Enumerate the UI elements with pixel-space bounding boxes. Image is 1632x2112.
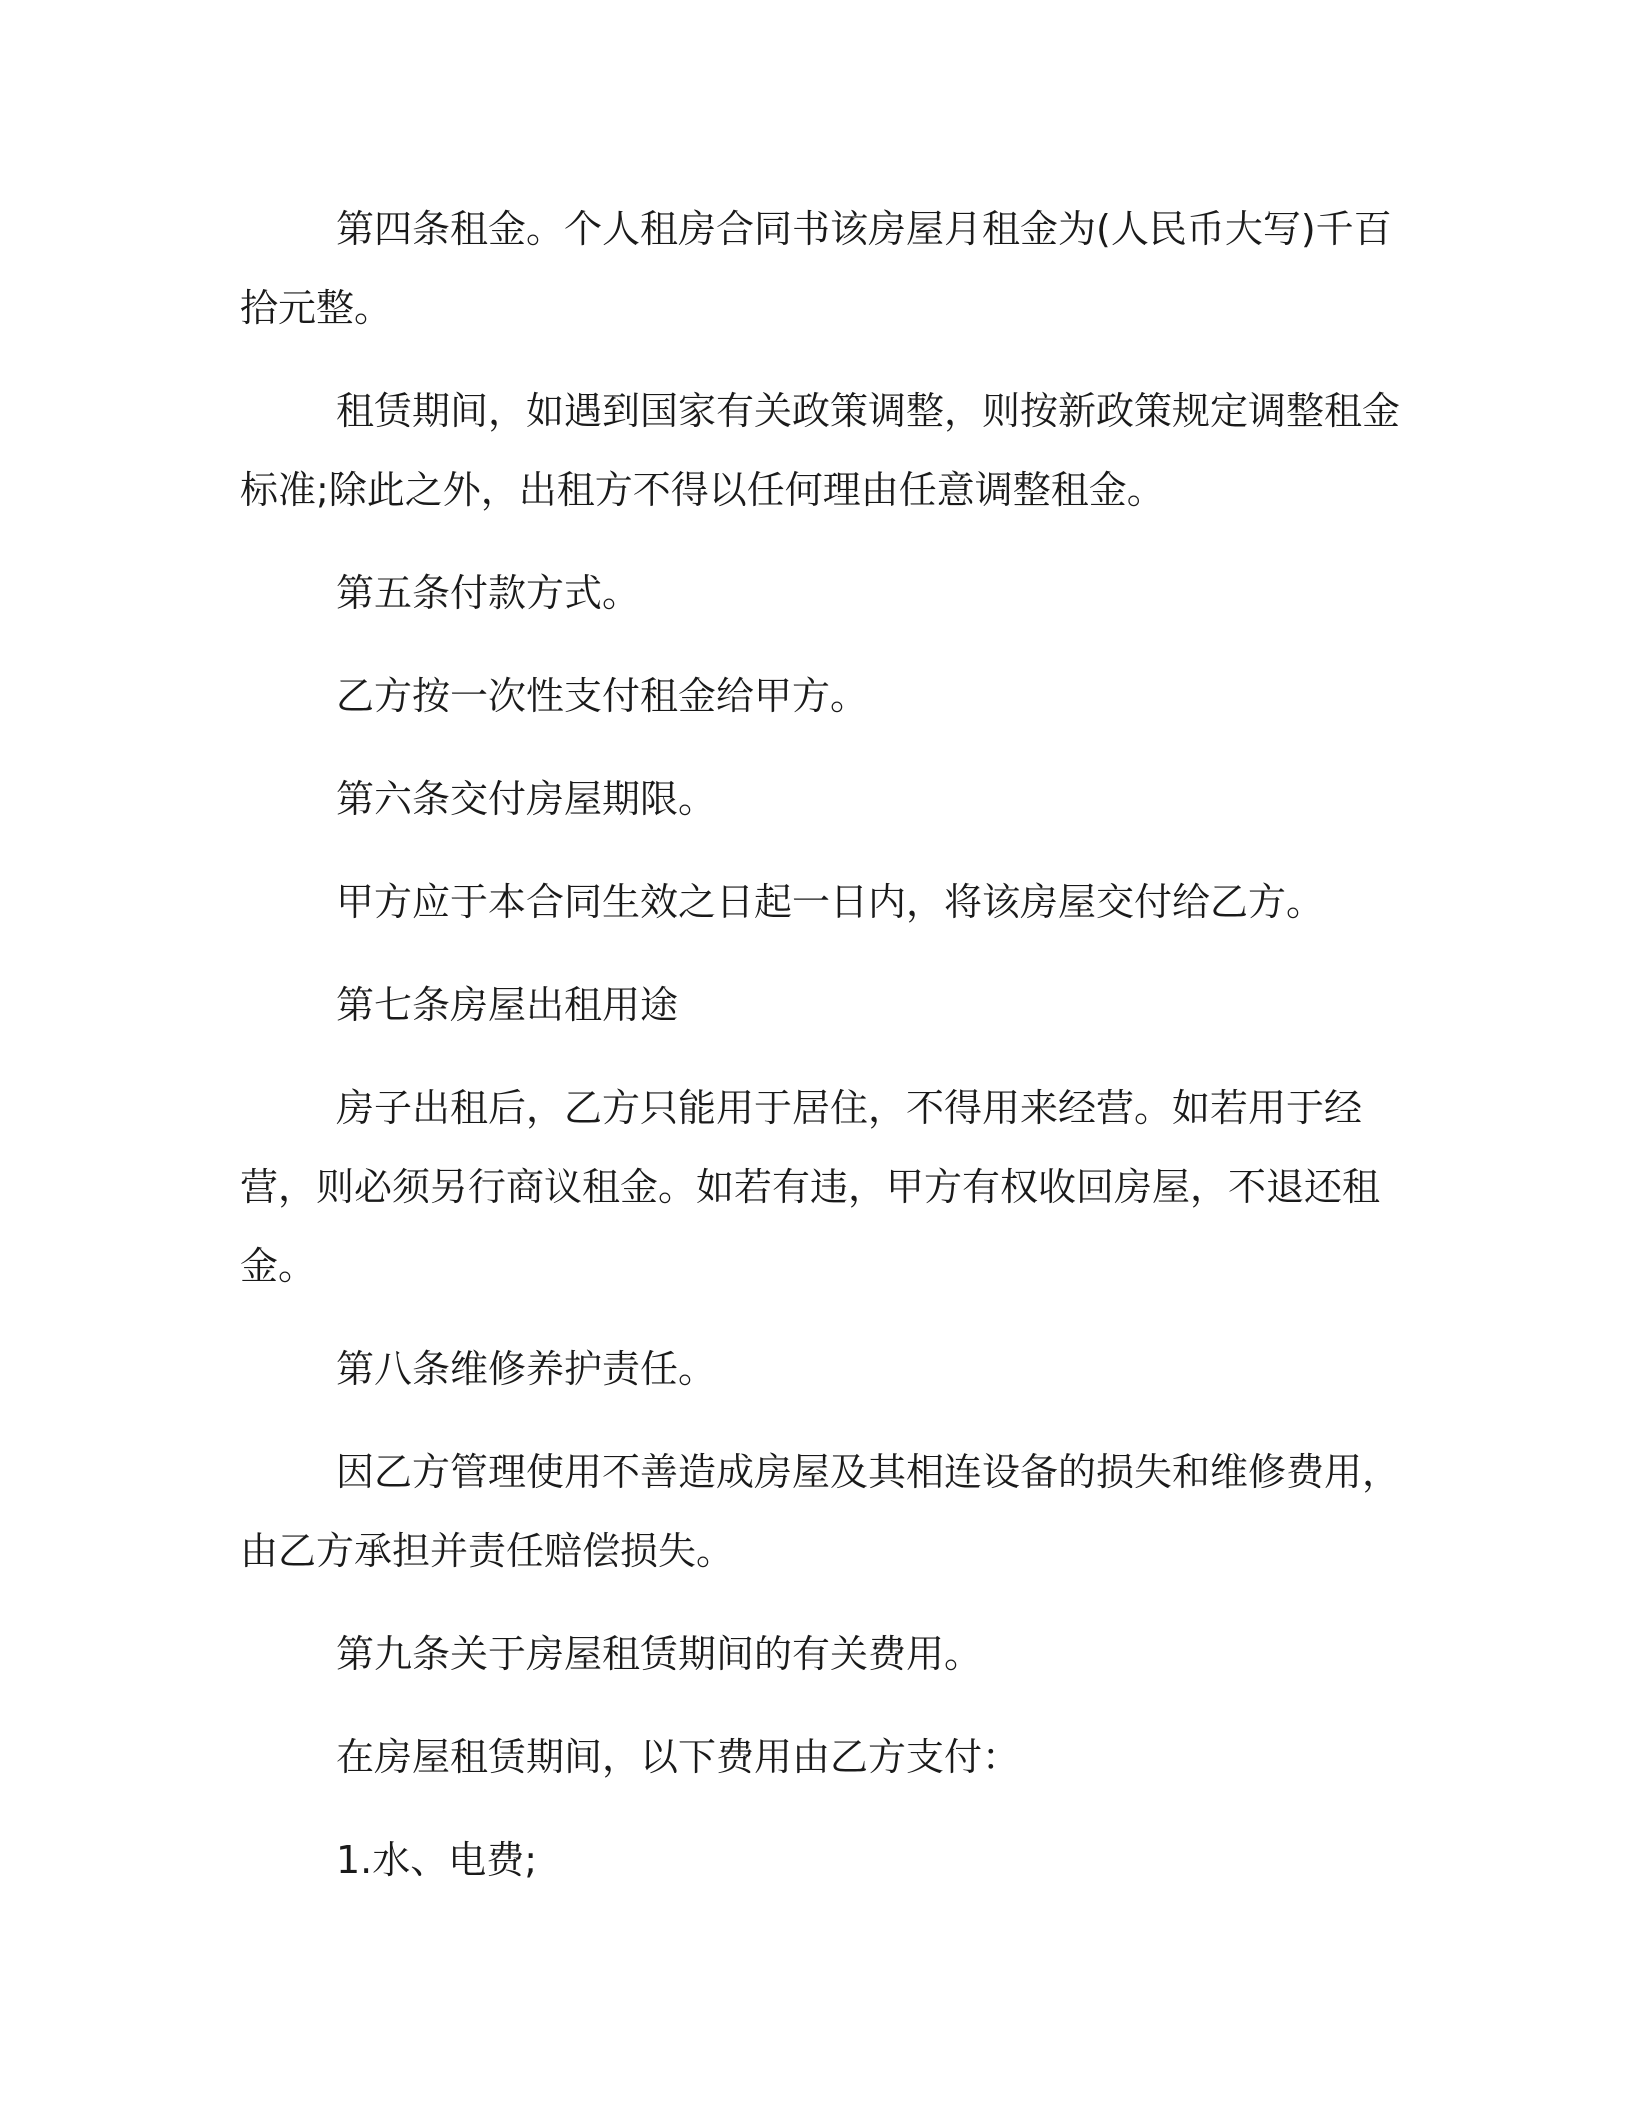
article-6-delivery-term: 第六条交付房屋期限。 [336, 777, 717, 821]
article-9-fees: 第九条关于房屋租赁期间的有关费用。 [336, 1632, 983, 1676]
article-5-payment-method: 第五条付款方式。 [336, 571, 641, 615]
maintenance-paragraph: 因乙方管理使用不善造成房屋及其相连设备的损失和维修费用，由乙方承担并责任赔偿损失。 [240, 1450, 1401, 1573]
article-7-usage: 第七条房屋出租用途 [336, 983, 679, 1027]
delivery-term-paragraph: 甲方应于本合同生效之日起一日内，将该房屋交付给乙方。 [336, 880, 1325, 924]
article-8-maintenance: 第八条维修养护责任。 [336, 1347, 717, 1391]
payment-method-paragraph: 乙方按一次性支付租金给甲方。 [336, 674, 869, 718]
usage-paragraph: 房子出租后，乙方只能用于居住，不得用来经营。如若用于经营，则必须另行商议租金。如若有违，甲方有权收回房屋，不退还租金。 [240, 1086, 1381, 1288]
fees-item-1: 1.水、电费; [336, 1838, 538, 1882]
document-body [240, 190, 1400, 1900]
article-4-rent: 第四条租金。个人租房合同书该房屋月租金为(人民币大写)千百拾元整。 [240, 207, 1392, 330]
fees-intro-paragraph: 在房屋租赁期间，以下费用由乙方支付： [336, 1735, 1021, 1779]
rent-adjustment-paragraph: 租赁期间，如遇到国家有关政策调整，则按新政策规定调整租金标准;除此之外，出租方不得以任何理由任意调整租金。 [240, 389, 1401, 512]
